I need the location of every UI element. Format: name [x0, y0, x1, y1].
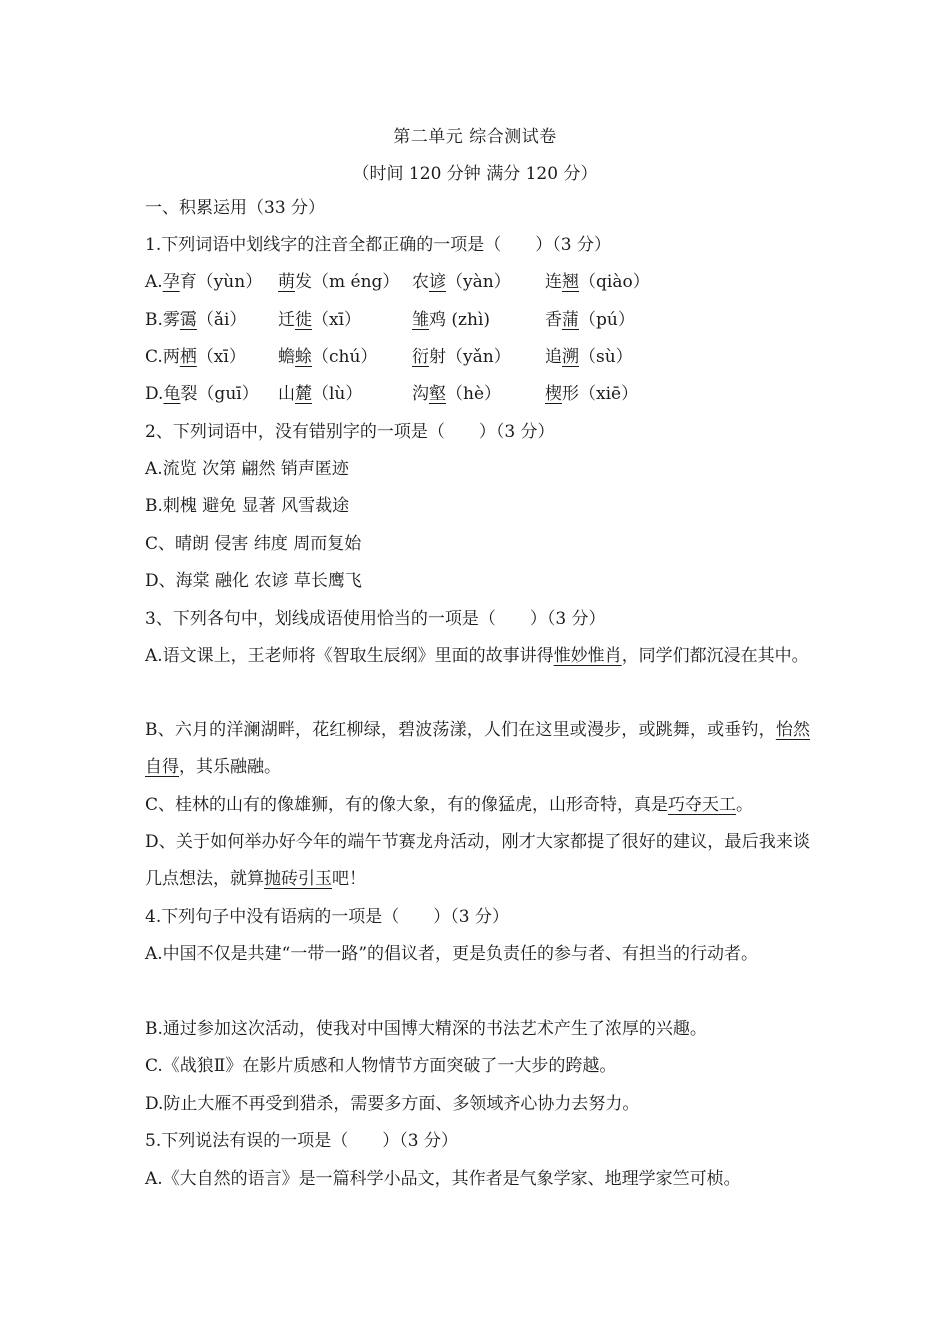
- underlined-char: 龟: [163, 384, 181, 404]
- q1-option-item: 迁徙（xī）: [278, 310, 362, 330]
- question-2-option-c: C、晴朗 侵害 纬度 周而复始: [145, 534, 362, 554]
- question-1-stem: 1.下列词语中划线字的注音全都正确的一项是（ ）（3 分）: [145, 235, 611, 255]
- q1-option-item: 追溯（sù）: [545, 347, 633, 367]
- q1-option-item: 蟾蜍（chú）: [278, 347, 378, 367]
- underlined-char: 楔: [545, 384, 562, 404]
- underlined-char: 翘: [562, 272, 579, 292]
- question-3-option-d: D、关于如何举办好今年的端午节赛龙舟活动，刚才大家都提了很好的建议，最后我来谈几点想法，就算抛砖引玉吧！: [145, 832, 810, 889]
- question-4-stem: 4.下列句子中没有语病的一项是（ ）（3 分）: [145, 907, 509, 927]
- underlined-idiom: 抛砖引玉: [264, 869, 332, 889]
- underlined-char: 谚: [429, 272, 446, 292]
- question-2-option-b: B.刺槐 避免 显著 风雪裁途: [145, 496, 350, 516]
- underlined-char: 栖: [179, 347, 197, 367]
- question-2-stem: 2、下列词语中，没有错别字的一项是（ ）（3 分）: [145, 422, 555, 442]
- q1-option-item: 连翘（qiào）: [545, 272, 650, 292]
- underlined-idiom: 惟妙惟肖: [553, 646, 622, 666]
- question-3-option-c: C、桂林的山有的像雄狮，有的像大象，有的像猛虎，山形奇特，真是巧夺天工。: [145, 795, 754, 815]
- question-4-option-c: C.《战狼Ⅱ》在影片质感和人物情节方面突破了一大步的跨越。: [145, 1056, 617, 1076]
- question-5-stem: 5.下列说法有误的一项是（ ）（3 分）: [145, 1131, 458, 1151]
- underlined-char: 溯: [562, 347, 579, 367]
- question-3-stem: 3、下列各句中，划线成语使用恰当的一项是（ ）（3 分）: [145, 609, 606, 629]
- q1-option-item: 雏鸡 (zhì): [412, 310, 491, 330]
- underlined-idiom: 巧夺天工: [668, 795, 737, 815]
- underlined-char: 萌: [278, 272, 295, 292]
- q1-option-item: 沟壑（hè）: [412, 384, 502, 404]
- page-title: 第二单元 综合测试卷: [393, 127, 557, 147]
- q1-option-item: 山麓（lù）: [278, 384, 363, 404]
- question-3-option-b: B、六月的洋澜湖畔，花红柳绿，碧波荡漾，人们在这里或漫步，或跳舞，或垂钓，怡然自得，其乐融融。: [145, 720, 810, 777]
- question-2-option-d: D、海棠 融化 农谚 草长鹰飞: [145, 571, 362, 591]
- question-3-option-a: A.语文课上，王老师将《智取生辰纲》里面的故事讲得惟妙惟肖，同学们都沉浸在其中。: [145, 646, 809, 666]
- page-subtitle: （时间 120 分钟 满分 120 分）: [352, 164, 598, 184]
- q1-option-item: D.龟裂（guī）: [145, 384, 259, 404]
- underlined-char: 衍: [412, 347, 429, 367]
- q1-option-item: A.孕育（yùn）: [145, 272, 263, 292]
- q1-option-item: C.两栖（xī）: [145, 347, 246, 367]
- question-4-option-d: D.防止大雁不再受到猎杀，需要多方面、多领域齐心协力去努力。: [145, 1094, 640, 1114]
- question-5-option-a: A.《大自然的语言》是一篇科学小品文，其作者是气象学家、地理学家竺可桢。: [145, 1169, 741, 1189]
- q1-option-item: 农谚（yàn）: [412, 272, 511, 292]
- question-4-option-a: A.中国不仅是共建“一带一路”的倡议者，更是负责任的参与者、有担当的行动者。: [145, 944, 759, 964]
- q1-option-item: 衍射（yǎn）: [412, 347, 511, 367]
- underlined-idiom: 怡然自得: [145, 720, 810, 777]
- q1-option-item: 楔形（xiē）: [545, 384, 639, 404]
- q1-option-item: B.雾霭（ǎi）: [145, 310, 247, 330]
- q1-option-item: 萌发（m éng）: [278, 272, 400, 292]
- underlined-char: 徙: [295, 310, 312, 330]
- underlined-char: 孕: [162, 272, 180, 292]
- underlined-char: 蒲: [562, 310, 579, 330]
- question-4-option-b: B.通过参加这次活动，使我对中国博大精深的书法艺术产生了浓厚的兴趣。: [145, 1019, 707, 1039]
- underlined-char: 蜍: [295, 347, 312, 367]
- underlined-char: 麓: [295, 384, 312, 404]
- underlined-char: 霭: [179, 310, 197, 330]
- q1-option-item: 香蒲（pú）: [545, 310, 635, 330]
- question-2-option-a: A.流览 次第 翩然 销声匿迹: [145, 459, 349, 479]
- underlined-char: 雏: [412, 310, 429, 330]
- underlined-char: 壑: [429, 384, 446, 404]
- section-heading: 一、积累运用（33 分）: [145, 198, 326, 218]
